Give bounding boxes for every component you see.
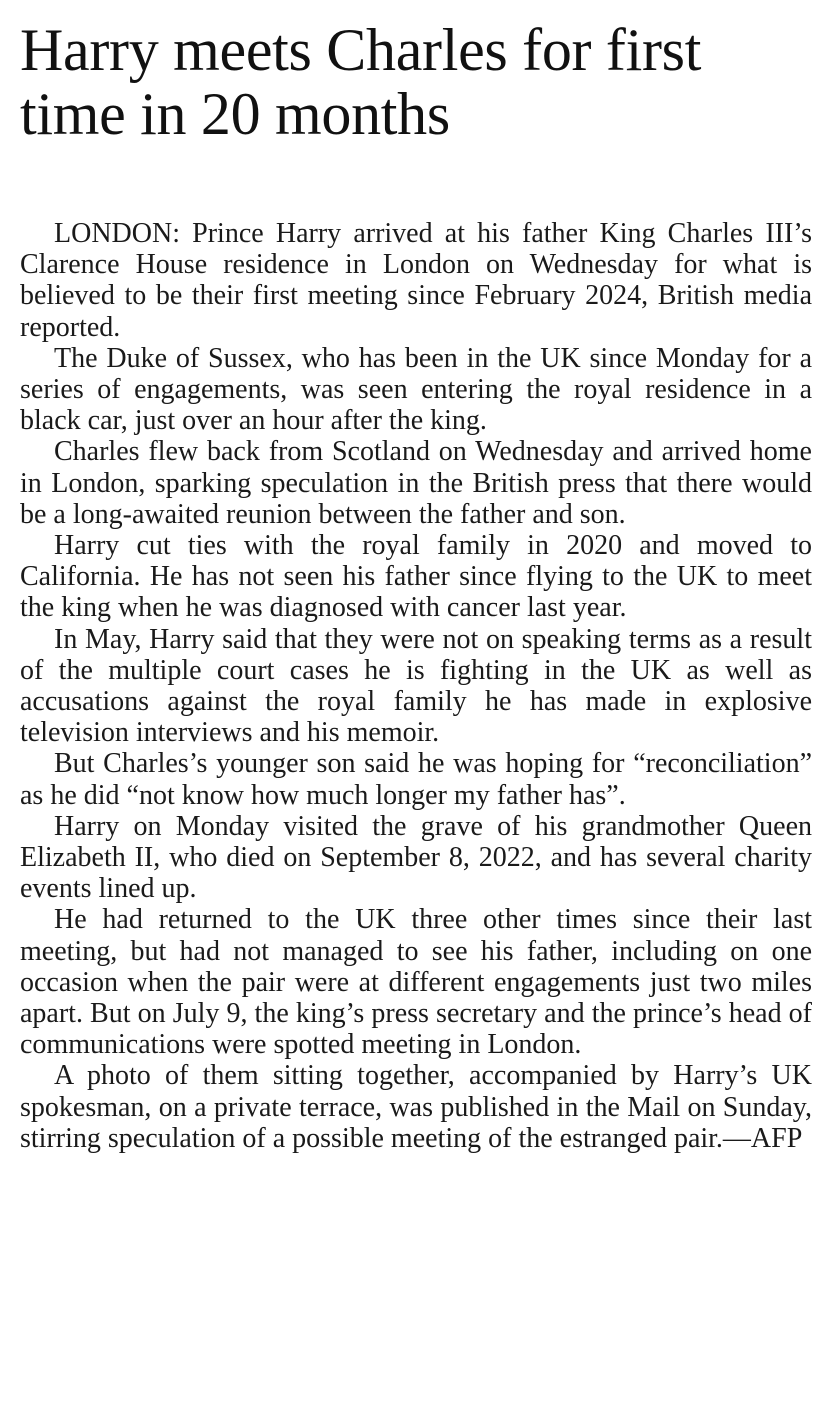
article-paragraph: In May, Harry said that they were not on speaking terms as a result of the multiple court cases he is fighting in the UK as well as accusations against the royal family he has made in explosive television interviews and his memoir.	[20, 623, 812, 749]
article-body	[20, 218, 812, 1154]
article-headline: Harry meets Charles for first time in 20 months	[20, 17, 702, 147]
article-paragraph: A photo of them sitting together, accompanied by Harry’s UK spokesman, on a private terrace, was published in the Mail on Sunday, stirring speculation of a possible meeting of the estranged pair.—AFP	[20, 1060, 812, 1154]
article-paragraph: Charles flew back from Scotland on Wednesday and arrived home in London, sparking speculation in the British press that there would be a long-awaited reunion between the father and son.	[20, 436, 812, 530]
news-article	[20, 0, 812, 1154]
article-paragraph: Harry on Monday visited the grave of his grandmother Queen Elizabeth II, who died on September 8, 2022, and has several charity events lined up.	[20, 810, 812, 905]
article-paragraph: Harry cut ties with the royal family in 2020 and moved to California. He has not seen his father since flying to the UK to meet the king when he was diagnosed with cancer last year.	[20, 530, 812, 624]
article-paragraph: He had returned to the UK three other times since their last meeting, but had not managed to see his father, including on one occasion when the pair were at different engagements just two miles apart. But on July 9, the king’s press secretary and the prince’s head of communications were spotted meeting in London.	[20, 904, 812, 1061]
article-paragraph: The Duke of Sussex, who has been in the UK since Monday for a series of engagements, was seen entering the royal residence in a black car, just over an hour after the king.	[20, 342, 812, 437]
article-paragraph: But Charles’s younger son said he was hoping for “reconciliation” as he did “not know how much longer my father has”.	[20, 748, 812, 811]
article-paragraph: LONDON: Prince Harry arrived at his father King Charles III’s Clarence House residence in London on Wednesday for what is believed to be their first meeting since February 2024, British media reported.	[20, 218, 812, 343]
